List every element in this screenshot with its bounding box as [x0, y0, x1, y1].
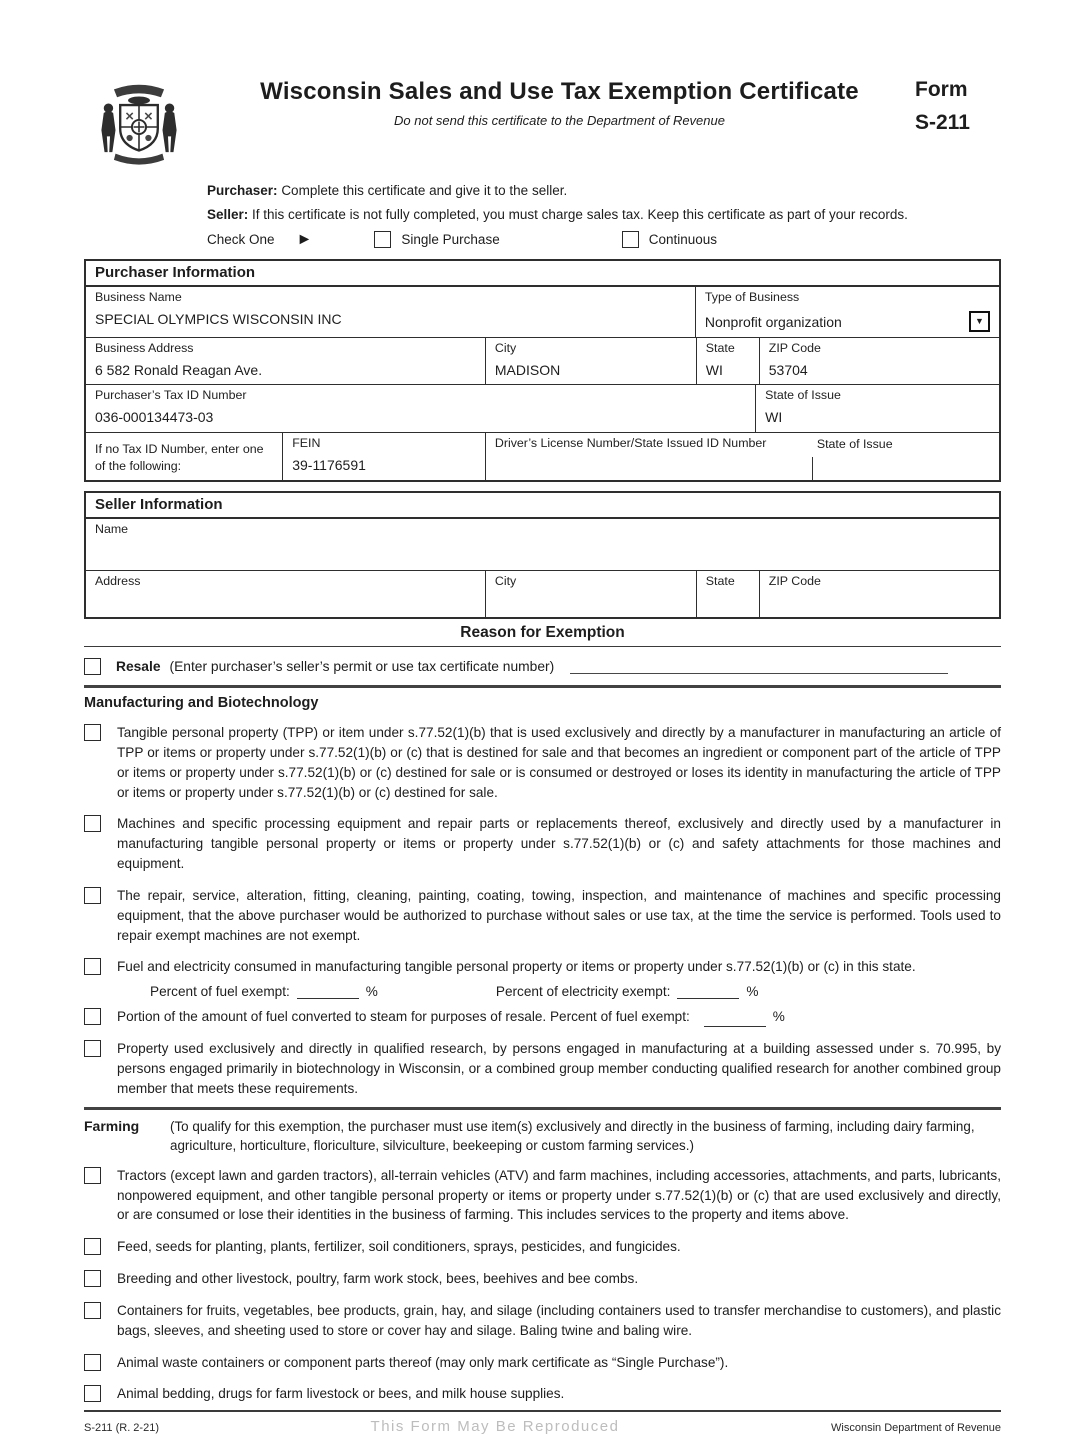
type-of-business-label: Type of Business — [704, 290, 800, 304]
mfg-item-4-checkbox[interactable] — [84, 958, 101, 975]
farming-item-3 — [84, 1269, 1001, 1289]
tax-id-label: Purchaser’s Tax ID Number — [95, 388, 247, 402]
single-purchase-label: Single Purchase — [401, 232, 500, 247]
mfg-item-4 — [84, 957, 1001, 999]
continuous-label: Continuous — [648, 232, 718, 247]
mfg-item-1-text: Tangible personal property (TPP) or item under s.77.52(1)(b) that is used exclusively and directly by a manufacturer in manufacturing an article of TPP or items or property under s.77.52(1)(b) or (c) that is destined for sale and that becomes an ingredient or component part of the article of TPP or items or property under s.77.52(1)(b) or (c) destined for sale or is consumed or destroyed or loses its identity in manufacturing the article of TPP or items or property under s.77.52(1)(b) or (c) destined for sale. — [117, 725, 1001, 800]
city-label: City — [494, 341, 517, 355]
fein-label: FEIN — [292, 436, 321, 450]
mfg-item-5-text: Portion of the amount of fuel converted to steam for purposes of resale. Percent of fuel exempt: — [117, 1009, 690, 1025]
farming-section-label: Farming — [84, 1117, 140, 1134]
steam-fuel-percent-sign: % — [772, 1009, 785, 1025]
business-address-field[interactable]: 6 582 Ronald Reagan Ave. — [95, 362, 263, 378]
electricity-percent-field[interactable] — [677, 984, 739, 999]
mfg-item-5-checkbox[interactable] — [84, 1008, 101, 1025]
city-field[interactable]: MADISON — [494, 362, 561, 378]
seller-zip-label: ZIP Code — [768, 574, 821, 588]
farming-intro-text: (To qualify for this exemption, the purchaser must use item(s) exclusively and directly in the business of farming, including dairy farming, agriculture, horticulture, floriculture, silviculture, beekeeping or custom farming services.) — [170, 1118, 975, 1153]
resale-permit-number-field[interactable] — [570, 659, 948, 674]
seller-state-label: State — [705, 574, 735, 588]
mfg-item-5 — [84, 1007, 1001, 1027]
purchaser-instruction-label: Purchaser: — [207, 183, 278, 198]
seller-city-cell — [486, 571, 697, 617]
seller-information-section — [84, 491, 1001, 619]
tax-id-cell — [86, 385, 756, 432]
form-word: Form — [915, 78, 968, 101]
seller-name-cell — [86, 519, 999, 570]
farming-item-6-checkbox[interactable] — [84, 1385, 101, 1402]
electricity-percent-label: Percent of electricity exempt: — [495, 984, 671, 1000]
purchaser-information-title: Purchaser Information — [86, 261, 999, 287]
fuel-percent-sign: % — [365, 984, 378, 1000]
continuous-checkbox[interactable] — [622, 231, 639, 248]
wisconsin-state-seal-icon — [84, 66, 204, 181]
footer-agency: Wisconsin Department of Revenue — [831, 1422, 1001, 1435]
form-header — [84, 66, 1001, 181]
mfg-item-6 — [84, 1039, 1001, 1099]
seller-address-label: Address — [95, 574, 141, 588]
farming-item-4-checkbox[interactable] — [84, 1302, 101, 1319]
farming-item-2-checkbox[interactable] — [84, 1238, 101, 1255]
resale-row — [84, 658, 1001, 675]
mfg-item-6-text: Property used exclusively and directly in qualified research, by persons engaged in manufacturing at a building assessed under s. 70.995, by persons engaged primarily in biotechnology in Wisconsin, or a combined group member conducting qualified research for another combined group member that meets these requirements. — [117, 1041, 1001, 1096]
zip-label: ZIP Code — [768, 341, 821, 355]
zip-field[interactable]: 53704 — [768, 362, 808, 378]
farming-item-5-text: Animal waste containers or component parts thereof (may only mark certificate as “Single Purchase”). — [117, 1354, 729, 1370]
check-one-label: Check One — [207, 232, 275, 247]
mfg-item-2-checkbox[interactable] — [84, 815, 101, 832]
footer-form-revision: S-211 (R. 2-21) — [84, 1422, 159, 1435]
single-purchase-checkbox[interactable] — [374, 231, 391, 248]
seller-information-title: Seller Information — [86, 493, 999, 519]
dl-state-divider — [812, 457, 813, 480]
business-name-label: Business Name — [95, 290, 182, 304]
state-of-issue-cell — [756, 385, 999, 432]
purchaser-instruction-text: Complete this certificate and give it to the seller. — [281, 183, 568, 198]
right-arrow-icon: ► — [296, 230, 313, 248]
fein-cell — [283, 433, 486, 480]
mfg-item-2-text: Machines and specific processing equipment and repair parts or replacements thereof, exclusively and directly used by a manufacturer in manufacturing tangible personal property or items or property under s.77.52(1)(b) or (c) and safety attachments for those machines and equipment. — [117, 816, 1001, 872]
mfg-item-1 — [84, 723, 1001, 802]
seller-address-cell — [86, 571, 486, 617]
state-field[interactable]: WI — [705, 362, 723, 378]
seller-name-row — [86, 519, 999, 571]
page-title: Wisconsin Sales and Use Tax Exemption Certificate — [260, 78, 859, 105]
type-of-business-cell — [696, 287, 999, 337]
mfg-item-4-text: Fuel and electricity consumed in manufacturing tangible personal property or items or property under s.77.52(1)(b) or (c) in this state. — [117, 959, 916, 975]
resale-label: Resale — [116, 659, 161, 674]
farming-item-6 — [84, 1384, 1001, 1404]
farming-item-4-text: Containers for fruits, vegetables, bee products, grain, hay, and silage (including containers used to transfer merchandise to customers), and plastic bags, sleeves, and sheeting used to store or cover hay and silage. Baling twine and baling wire. — [117, 1302, 1001, 1338]
reason-for-exemption-title: Reason for Exemption — [84, 619, 1001, 647]
mfg-item-4-percent-line — [150, 984, 1001, 999]
resale-text: (Enter purchaser’s seller’s permit or use tax certificate number) — [169, 659, 555, 674]
farming-item-1-checkbox[interactable] — [84, 1167, 101, 1184]
fuel-percent-field[interactable] — [297, 984, 359, 999]
purchaser-information-section — [84, 259, 1001, 482]
type-of-business-dropdown[interactable] — [969, 311, 990, 332]
farming-item-1-text: Tractors (except lawn and garden tractors), all-terrain vehicles (ATV) and farm machines, including accessories, attachments, and parts, lubricants, nonpowered equipment, and other tangible personal property or items or property under s.77.52(1)(b) or (c) that are used exclusively and directly, or are consumed or lose their identities in the business of farming. This includes services to the property and items above. — [117, 1167, 1001, 1223]
farming-item-1 — [84, 1166, 1001, 1226]
section-divider — [84, 1107, 1001, 1110]
form-number: S-211 — [915, 111, 970, 134]
seller-zip-cell — [760, 571, 999, 617]
page-footer — [84, 1410, 1001, 1435]
mfg-item-6-checkbox[interactable] — [84, 1040, 101, 1057]
header-instructions — [207, 183, 1001, 248]
farming-item-3-checkbox[interactable] — [84, 1270, 101, 1287]
form-subtitle: Do not send this certificate to the Department of Revenue — [394, 113, 725, 128]
seller-instruction-label: Seller: — [207, 207, 249, 222]
state-of-issue-field[interactable]: WI — [765, 409, 783, 425]
mfg-item-2 — [84, 814, 1001, 874]
farming-item-3-text: Breeding and other livestock, poultry, farm work stock, bees, beehives and bee combs. — [117, 1271, 639, 1287]
drivers-license-cell — [486, 433, 999, 480]
city-cell — [486, 338, 697, 384]
state-label: State — [705, 341, 735, 355]
business-address-cell — [86, 338, 486, 384]
mfg-item-3 — [84, 886, 1001, 946]
seller-instruction — [207, 207, 1001, 222]
footer-watermark: This Form May Be Reproduced — [370, 1418, 620, 1435]
drivers-license-label: Driver’s License Number/State Issued ID Number — [494, 436, 767, 450]
resale-checkbox[interactable] — [84, 658, 101, 675]
seller-state-cell — [697, 571, 760, 617]
chevron-down-icon: ▼ — [975, 316, 984, 326]
business-name-cell — [86, 287, 696, 337]
business-name-row — [86, 287, 999, 338]
business-address-label: Business Address — [95, 341, 194, 355]
type-of-business-value[interactable]: Nonprofit organization — [704, 313, 842, 330]
seller-address-row — [86, 571, 999, 617]
farming-item-2 — [84, 1237, 1001, 1257]
check-one-row — [207, 231, 1001, 248]
electricity-percent-sign: % — [746, 984, 759, 1000]
fuel-percent-label: Percent of fuel exempt: — [150, 984, 290, 1000]
header-titles — [204, 66, 915, 128]
form-sheet — [84, 66, 1001, 1435]
state-of-issue-label: State of Issue — [765, 388, 841, 402]
no-tax-id-cell — [86, 433, 283, 480]
mfg-item-1-checkbox[interactable] — [84, 724, 101, 741]
manufacturing-section-title: Manufacturing and Biotechnology — [84, 695, 319, 711]
seller-city-label: City — [494, 574, 517, 588]
mfg-item-3-checkbox[interactable] — [84, 887, 101, 904]
fein-field[interactable]: 39-1176591 — [292, 457, 366, 473]
purchaser-instruction — [207, 183, 1001, 198]
business-name-field[interactable]: SPECIAL OLYMPICS WISCONSIN INC — [95, 311, 342, 327]
zip-cell — [760, 338, 999, 384]
tax-id-field[interactable]: 036-000134473-03 — [95, 409, 214, 425]
fein-row — [86, 433, 999, 480]
tax-id-row — [86, 385, 999, 433]
dl-state-of-issue-label: State of Issue — [816, 437, 893, 451]
steam-fuel-percent-field[interactable] — [704, 1012, 766, 1027]
mfg-item-3-text: The repair, service, alteration, fitting, cleaning, painting, coating, towing, inspection, and maintenance of machines and specific processing equipment, that the above purchaser would be authorized to purchase without sales or use tax, at the time the service is performed. Tools used to repair exempt machines are not exempt. — [117, 887, 1001, 943]
no-tax-id-label: If no Tax ID Number, enter one of the following: — [95, 442, 264, 473]
farming-item-2-text: Feed, seeds for planting, plants, fertilizer, soil conditioners, sprays, pesticides, and fungicides. — [117, 1239, 681, 1255]
seller-instruction-text: If this certificate is not fully completed, you must charge sales tax. Keep this certificate as part of your records. — [252, 207, 908, 222]
farming-item-5 — [84, 1353, 1001, 1373]
form-number-block — [915, 66, 1001, 135]
section-divider — [84, 685, 1001, 688]
seller-name-label: Name — [95, 522, 129, 536]
business-address-row — [86, 338, 999, 385]
farming-item-4 — [84, 1301, 1001, 1341]
farming-item-6-text: Animal bedding, drugs for farm livestock or bees, and milk house supplies. — [117, 1386, 565, 1402]
farming-section-heading — [84, 1117, 1001, 1155]
state-cell — [697, 338, 760, 384]
farming-item-5-checkbox[interactable] — [84, 1354, 101, 1371]
